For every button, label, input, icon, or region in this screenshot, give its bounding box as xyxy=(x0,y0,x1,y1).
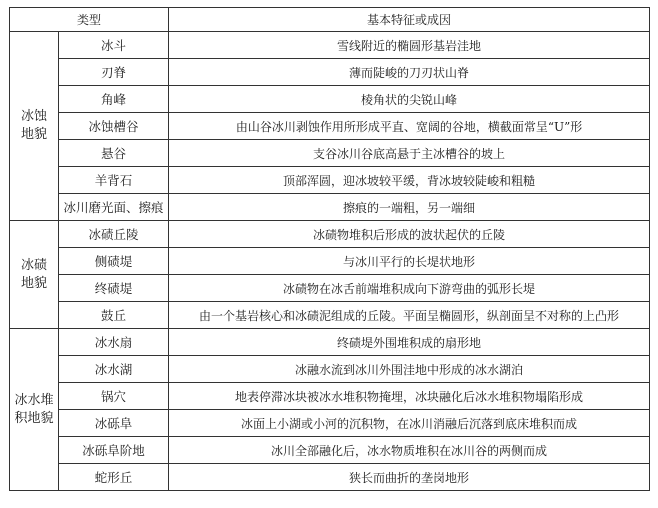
description-cell: 擦痕的一端粗，另一端细 xyxy=(169,194,650,221)
description-cell: 与冰川平行的长堤状地形 xyxy=(169,248,650,275)
landform-cell: 侧碛堤 xyxy=(59,248,169,275)
landform-cell: 冰砾阜 xyxy=(59,410,169,437)
table-row xyxy=(10,167,650,194)
landform-cell: 悬谷 xyxy=(59,140,169,167)
description-cell: 终碛堤外围堆积成的扇形地 xyxy=(169,329,650,356)
header-features: 基本特征或成因 xyxy=(169,8,650,32)
landform-cell: 冰水扇 xyxy=(59,329,169,356)
table-container xyxy=(9,7,650,491)
table-row xyxy=(10,383,650,410)
landform-cell: 锅穴 xyxy=(59,383,169,410)
header-type: 类型 xyxy=(10,8,169,32)
landform-cell: 冰水湖 xyxy=(59,356,169,383)
table-row xyxy=(10,329,650,356)
description-cell: 支谷冰川谷底高悬于主冰槽谷的坡上 xyxy=(169,140,650,167)
group-name-line1: 冰水堆 xyxy=(14,392,54,408)
description-cell: 地表停滞冰块被冰水堆积物掩埋，冰块融化后冰水堆积物塌陷形成 xyxy=(169,383,650,410)
group-name-line2: 积地貌 xyxy=(14,410,54,426)
landform-cell: 冰碛丘陵 xyxy=(59,221,169,248)
description-cell: 冰碛物在冰舌前端堆积成向下游弯曲的弧形长堤 xyxy=(169,275,650,302)
landform-cell: 角峰 xyxy=(59,86,169,113)
group-name-line2: 地貌 xyxy=(20,127,47,142)
landform-cell: 蛇形丘 xyxy=(59,464,169,491)
description-cell: 雪线附近的椭圆形基岩洼地 xyxy=(169,32,650,59)
table-row xyxy=(10,302,650,329)
landform-cell: 冰斗 xyxy=(59,32,169,59)
table-row xyxy=(10,464,650,491)
group-cell-fluvioglacial xyxy=(10,329,59,491)
group-name-line2: 地貌 xyxy=(20,275,47,291)
description-cell: 由山谷冰川剥蚀作用所形成平直、宽阔的谷地，横截面常呈“U”形 xyxy=(169,113,650,140)
group-cell-moraine xyxy=(10,221,59,329)
table-row xyxy=(10,356,650,383)
group-cell-glacial-erosion xyxy=(10,32,59,221)
table-row xyxy=(10,59,650,86)
table-row xyxy=(10,140,650,167)
group-name-line1: 冰蚀 xyxy=(20,109,47,124)
landform-cell: 刃脊 xyxy=(59,59,169,86)
landform-cell: 终碛堤 xyxy=(59,275,169,302)
description-cell: 薄而陡峻的刀刃状山脊 xyxy=(169,59,650,86)
landform-cell: 冰蚀槽谷 xyxy=(59,113,169,140)
table-row xyxy=(10,410,650,437)
table-row xyxy=(10,113,650,140)
description-cell: 冰川全部融化后，冰水物质堆积在冰川谷的两侧而成 xyxy=(169,437,650,464)
landform-cell: 冰砾阜阶地 xyxy=(59,437,169,464)
landform-cell: 羊背石 xyxy=(59,167,169,194)
description-cell: 狭长而曲折的垄岗地形 xyxy=(169,464,650,491)
table-row xyxy=(10,275,650,302)
description-cell: 冰融水流到冰川外围洼地中形成的冰水湖泊 xyxy=(169,356,650,383)
table-row xyxy=(10,32,650,59)
table-row xyxy=(10,86,650,113)
group-name-line1: 冰碛 xyxy=(20,257,47,273)
table-row xyxy=(10,194,650,221)
table-row xyxy=(10,248,650,275)
header-row xyxy=(10,8,650,32)
description-cell: 顶部浑圆，迎冰坡较平缓，背冰坡较陡峻和粗糙 xyxy=(169,167,650,194)
description-cell: 冰碛物堆积后形成的波状起伏的丘陵 xyxy=(169,221,650,248)
landform-cell: 冰川磨光面、擦痕 xyxy=(59,194,169,221)
description-cell: 冰面上小湖或小河的沉积物，在冰川消融后沉落到底床堆积而成 xyxy=(169,410,650,437)
table-row xyxy=(10,437,650,464)
table-row xyxy=(10,221,650,248)
description-cell: 棱角状的尖锐山峰 xyxy=(169,86,650,113)
description-cell: 由一个基岩核心和冰碛泥组成的丘陵。平面呈椭圆形，纵剖面呈不对称的上凸形 xyxy=(169,302,650,329)
landform-cell: 鼓丘 xyxy=(59,302,169,329)
landform-table xyxy=(9,7,650,491)
